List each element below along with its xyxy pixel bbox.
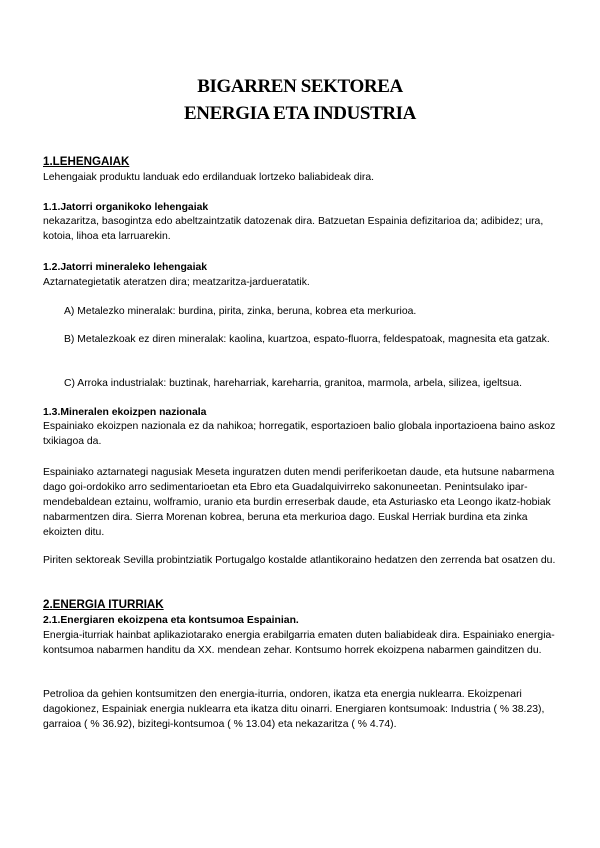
section-1-1-heading: 1.1.Jatorri organikoko lehengaiak <box>43 202 209 213</box>
mineral-list-item-c: C) Arroka industrialak: buztinak, hareharriak, kareharria, granitoa, marmola, arbela, silizea, igeltsua. <box>64 378 522 389</box>
section-1-2-text: Aztarnategietatik ateratzen dira; meatzaritza-jardueratatik. <box>43 277 310 288</box>
section-2-1-text-2: Petrolioa da gehien kontsumitzen den energia-iturria, ondoren, ikatza eta energia nuklearra. Ekoizpenari dagokionez, Espainiak energia nuklearra eta ikatza ditu oinarri. Energiaren kontsumoak: Industria ( % 38.23), garraioa ( % 36.92), bizitegi-kontsumoa ( % 13.04) eta nekazaritza ( % 4.74). <box>43 689 545 730</box>
section-1-1-text: nekazaritza, basogintza edo abeltzaintzatik datozenak dira. Batzuetan Espainia defizitarioa da; adibidez; ura, kotoia, lihoa eta larruarekin. <box>43 216 544 242</box>
section-2-heading: 2.ENERGIA ITURRIAK <box>43 598 164 611</box>
section-1-3-text-3: Piriten sektoreak Sevilla probintziatik Portugalgo kostalde atlantikoraino hedatzen den zerrenda bat osatzen du. <box>43 555 556 566</box>
document-title-line2: ENERGIA ETA INDUSTRIA <box>184 103 416 124</box>
section-1-intro: Lehengaiak produktu landuak edo erdilanduak lortzeko baliabideak dira. <box>43 172 375 183</box>
section-1-2-heading: 1.2.Jatorri mineraleko lehengaiak <box>43 262 208 273</box>
document-title-line1: BIGARREN SEKTOREA <box>197 76 403 97</box>
section-2-1-text-1: Energia-iturriak hainbat aplikaziotarako energia erabilgarria ematen duten baliabideak dira. Espainiako energia-kontsumoa nabarmen handitu da XX. mendean zehar. Kontsumo horrek ekoizpena nabarmen gainditzen du. <box>43 630 555 656</box>
mineral-list-item-b: B) Metalezkoak ez diren mineralak: kaolina, kuartzoa, espato-fluorra, feldespatoak, magnesita eta gatzak. <box>64 334 550 345</box>
section-1-3-heading: 1.3.Mineralen ekoizpen nazionala <box>43 407 207 418</box>
section-2-1-heading: 2.1.Energiaren ekoizpena eta kontsumoa Espainian. <box>43 615 299 626</box>
section-1-3-text-2: Espainiako aztarnategi nagusiak Meseta inguratzen duten mendi periferikoetan daude, eta hutsune nabarmena dago goi-ordokiko arro sedimentarioetan eta Ebro eta Guadalquivirreko sakonuneetan. Penintsulako ipar-mendebaldean eztainu, wolframio, uranio eta burdin erreserbak daude, eta Asturiasko eta Leongo ikatz-hobiak nabarmentzen dira. Sierra Morenan kobrea, beruna eta merkurioa dago. Euskal Herriak burdina eta zinka ekoizten ditu. <box>43 467 555 538</box>
section-1-heading: 1.LEHENGAIAK <box>43 155 130 168</box>
mineral-list-item-a: A) Metalezko mineralak: burdina, pirita, zinka, beruna, kobrea eta merkurioa. <box>64 306 417 317</box>
section-1-3-text-1: Espainiako ekoizpen nazionala ez da nahikoa; horregatik, esportazioen balio globala inportazioena baino askoz txikiagoa da. <box>43 421 556 447</box>
